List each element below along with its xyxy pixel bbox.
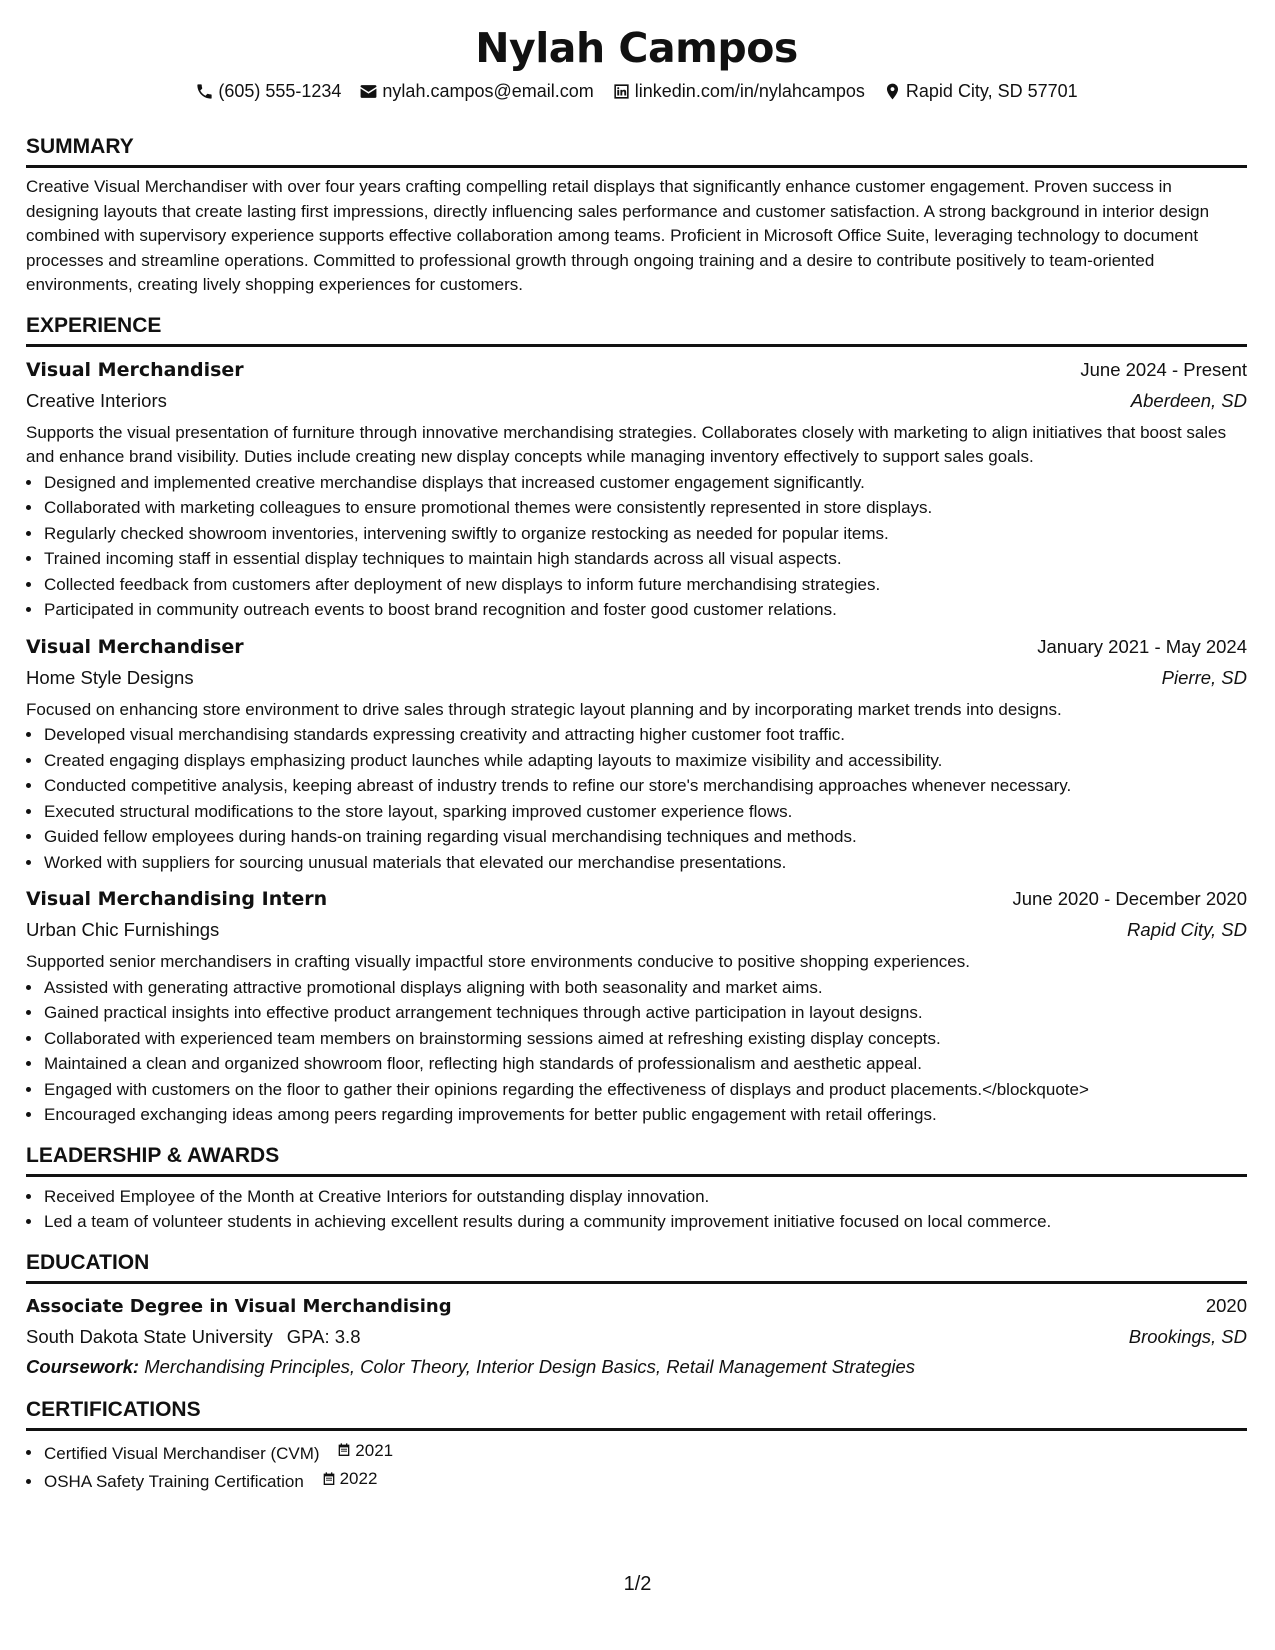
list-item: • Trained incoming staff in essential display techniques to maintain high standards across all visual aspects. xyxy=(43,546,1247,572)
summary-text: Creative Visual Merchandiser with over four years crafting compelling retail displays that significantly enhance customer engagement. Proven success in designing layouts that create lasting first impressions, directly influencing sales performance and customer satisfaction. A strong background in interior design combined with supervisory experience supports effective collaboration among teams. Proficient in Microsoft Office Suite, leveraging technology to document processes and streamline operations. Committed to professional growth through ongoing training and a desire to contribute positively to team-oriented environments, creating lively shopping experiences for customers. xyxy=(26,177,1210,294)
job-entry xyxy=(26,631,1247,876)
list-item: • Collaborated with marketing colleagues to ensure promotional themes were consistently represented in store displays. xyxy=(43,495,1247,521)
list-item: • Led a team of volunteer students in achieving excellent results during a community improvement initiative focused on local commerce. xyxy=(43,1209,1247,1235)
job-company: Urban Chic Furnishings xyxy=(26,919,220,940)
candidate-name: Nylah Campos xyxy=(475,24,798,72)
job-company: Home Style Designs xyxy=(26,666,194,688)
job-location: Aberdeen, SD xyxy=(1130,389,1247,411)
job-location: Pierre, SD xyxy=(1161,666,1247,688)
contact-linkedin[interactable] xyxy=(612,78,865,104)
list-item: • Assisted with generating attractive promotional displays aligning with both seasonality and market aims. xyxy=(43,975,1247,1001)
list-item: • Developed visual merchandising standards expressing creativity and attracting higher customer foot traffic. xyxy=(43,722,1247,748)
page-number: 1/2 xyxy=(623,1573,652,1595)
certification-name: OSHA Safety Training Certification xyxy=(44,1471,304,1491)
job-title: Visual Merchandiser xyxy=(26,358,244,381)
phone-text: (605) 555-1234 xyxy=(218,81,342,101)
leadership-list xyxy=(26,1184,1247,1235)
school-line xyxy=(26,1322,361,1351)
education-heading: EDUCATION xyxy=(26,1249,1247,1284)
summary-heading: SUMMARY xyxy=(26,133,1247,168)
certification-year: 2021 xyxy=(355,1440,394,1460)
certifications-heading: CERTIFICATIONS xyxy=(26,1396,1247,1431)
email-text: nylah.campos@email.com xyxy=(382,81,594,101)
degree-title: Associate Degree in Visual Merchandising xyxy=(26,1295,452,1317)
list-item: • Executed structural modifications to the store layout, sparking improved customer experience flows. xyxy=(43,799,1247,825)
job-description: Supported senior merchandisers in crafting visually impactful store environments conducive to positive shopping experiences. xyxy=(26,952,970,971)
job-bullets xyxy=(26,470,1247,623)
resume-content xyxy=(26,20,1247,1494)
contact-location xyxy=(883,78,1078,104)
calendar-icon xyxy=(336,1442,352,1458)
list-item: • Engaged with customers on the floor to gather their opinions regarding the effectiveness of displays and product placements.</blockquote> xyxy=(43,1077,1247,1103)
certification-year: 2022 xyxy=(339,1468,378,1488)
job-bullets xyxy=(26,722,1247,875)
coursework-line xyxy=(26,1352,1247,1382)
job-dates: June 2020 - December 2020 xyxy=(1012,888,1247,909)
location-text: Rapid City, SD 57701 xyxy=(905,81,1078,101)
job-company: Creative Interiors xyxy=(26,389,167,411)
school-location: Brookings, SD xyxy=(1128,1325,1247,1347)
list-item: • Maintained a clean and organized showroom floor, reflecting high standards of professionalism and aesthetic appeal. xyxy=(43,1051,1247,1077)
job-dates: June 2024 - Present xyxy=(1080,358,1247,380)
experience-heading: EXPERIENCE xyxy=(26,312,1247,347)
list-item: • Encouraged exchanging ideas among peers regarding improvements for better public engagement with retail offerings. xyxy=(43,1102,1247,1128)
job-title: Visual Merchandising Intern xyxy=(26,888,328,910)
gpa: GPA: 3.8 xyxy=(286,1325,361,1347)
certification-name: Certified Visual Merchandiser (CVM) xyxy=(44,1443,320,1463)
certification-date xyxy=(321,1466,378,1492)
list-item xyxy=(43,1466,1247,1494)
list-item: • Collaborated with experienced team members on brainstorming sessions aimed at refreshing existing display concepts. xyxy=(43,1026,1247,1052)
leadership-heading: LEADERSHIP & AWARDS xyxy=(26,1142,1247,1177)
list-item: • Regularly checked showroom inventories, intervening swiftly to organize restocking as needed for popular items. xyxy=(43,521,1247,547)
contact-phone xyxy=(195,78,341,104)
list-item: • Conducted competitive analysis, keeping abreast of industry trends to refine our store's merchandising approaches whenever necessary. xyxy=(43,773,1247,799)
phone-icon xyxy=(195,82,214,101)
calendar-icon xyxy=(321,1471,337,1487)
graduation-year: 2020 xyxy=(1205,1294,1247,1316)
linkedin-icon xyxy=(612,82,631,101)
linkedin-text: linkedin.com/in/nylahcampos xyxy=(634,81,865,101)
list-item: • Guided fellow employees during hands-on training regarding visual merchandising techniques and methods. xyxy=(43,824,1247,850)
contact-email[interactable] xyxy=(359,78,593,104)
list-item: • Worked with suppliers for sourcing unusual materials that elevated our merchandise presentations. xyxy=(43,850,1247,876)
job-description: Focused on enhancing store environment to drive sales through strategic layout planning and by incorporating market trends into designs. xyxy=(26,699,1062,719)
school-name: South Dakota State University xyxy=(26,1325,273,1347)
list-item: • Collected feedback from customers after deployment of new displays to inform future merchandising strategies. xyxy=(43,572,1247,598)
list-item: • Designed and implemented creative merchandise displays that increased customer engagement significantly. xyxy=(43,470,1247,496)
list-item xyxy=(43,1438,1247,1466)
list-item: • Received Employee of the Month at Creative Interiors for outstanding display innovation. xyxy=(43,1184,1247,1210)
list-item: • Participated in community outreach events to boost brand recognition and foster good customer relations. xyxy=(43,597,1247,623)
envelope-icon xyxy=(359,82,378,101)
certifications-list xyxy=(26,1438,1247,1495)
list-item: • Gained practical insights into effective product arrangement techniques through active participation in layout designs. xyxy=(43,1000,1247,1026)
job-location: Rapid City, SD xyxy=(1127,919,1247,940)
coursework-label: Coursework: xyxy=(26,1355,140,1377)
job-entry xyxy=(26,883,1247,1128)
job-bullets xyxy=(26,975,1247,1128)
job-title: Visual Merchandiser xyxy=(26,635,244,658)
certification-date xyxy=(336,1438,393,1464)
job-entry xyxy=(26,354,1247,623)
education-entry xyxy=(26,1291,1247,1382)
job-description: Supports the visual presentation of furniture through innovative merchandising strategies. Collaborates closely with marketing to align initiatives that boost sales and enhance brand visibility. Duties include creating new display concepts while managing inventory effectively to support sales goals. xyxy=(26,422,1227,466)
contact-bar xyxy=(26,78,1247,104)
coursework-list: Merchandising Principles, Color Theory, Interior Design Basics, Retail Management Strategies xyxy=(144,1355,916,1377)
map-marker-icon xyxy=(883,82,902,101)
list-item: • Created engaging displays emphasizing product launches while adapting layouts to maximize visibility and accessibility. xyxy=(43,748,1247,774)
job-dates: January 2021 - May 2024 xyxy=(1037,635,1247,657)
